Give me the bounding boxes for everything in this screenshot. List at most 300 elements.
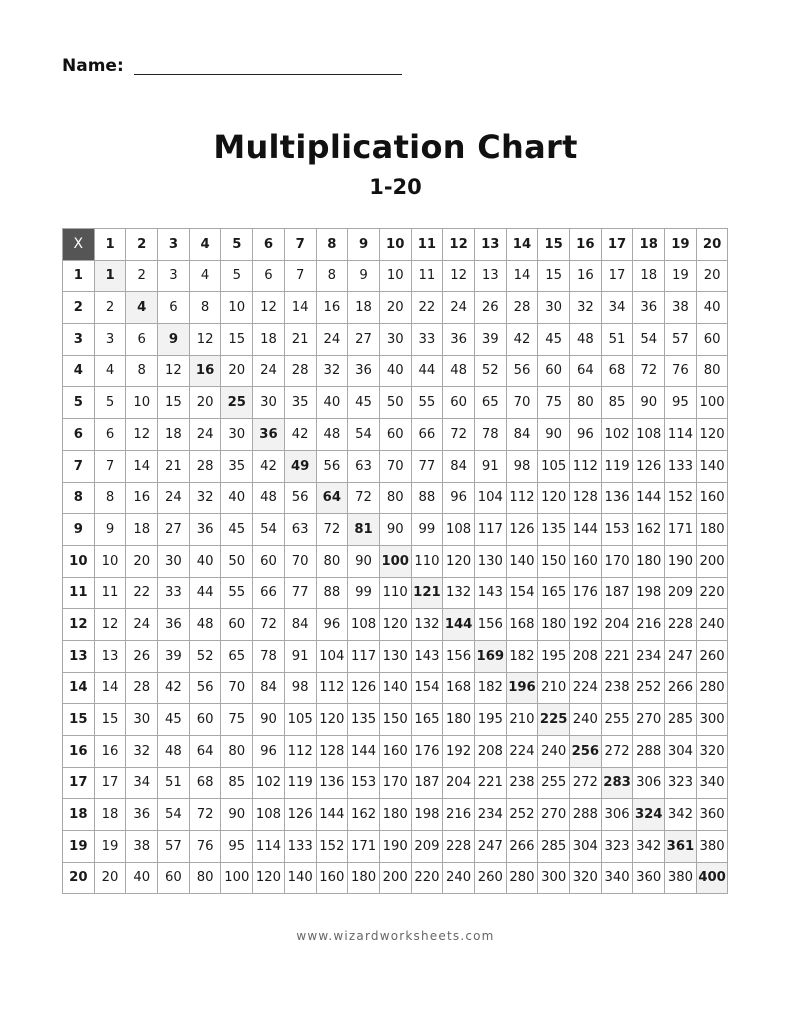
product-cell: 56 xyxy=(189,672,221,704)
product-cell: 91 xyxy=(284,640,316,672)
product-cell: 16 xyxy=(570,260,602,292)
product-cell: 224 xyxy=(506,736,538,768)
product-cell: 140 xyxy=(506,545,538,577)
row-header: 12 xyxy=(63,609,95,641)
product-cell: 45 xyxy=(538,324,570,356)
product-cell: 126 xyxy=(348,672,380,704)
product-cell: 50 xyxy=(221,545,253,577)
product-cell: 78 xyxy=(253,640,285,672)
row-header: 2 xyxy=(63,292,95,324)
product-cell: 255 xyxy=(601,704,633,736)
square-number-cell: 4 xyxy=(126,292,158,324)
product-cell: 180 xyxy=(538,609,570,641)
product-cell: 48 xyxy=(253,482,285,514)
product-cell: 128 xyxy=(570,482,602,514)
product-cell: 272 xyxy=(601,736,633,768)
product-cell: 56 xyxy=(284,482,316,514)
product-cell: 152 xyxy=(316,831,348,863)
product-cell: 192 xyxy=(570,609,602,641)
product-cell: 180 xyxy=(696,514,728,546)
product-cell: 176 xyxy=(570,577,602,609)
product-cell: 6 xyxy=(94,419,126,451)
product-cell: 39 xyxy=(474,324,506,356)
column-header: 17 xyxy=(601,229,633,261)
product-cell: 6 xyxy=(126,324,158,356)
row-header: 9 xyxy=(63,514,95,546)
product-cell: 247 xyxy=(665,640,697,672)
product-cell: 85 xyxy=(601,387,633,419)
product-cell: 380 xyxy=(696,831,728,863)
product-cell: 234 xyxy=(474,799,506,831)
product-cell: 133 xyxy=(284,831,316,863)
row-header: 6 xyxy=(63,419,95,451)
product-cell: 342 xyxy=(665,799,697,831)
row-header: 18 xyxy=(63,799,95,831)
product-cell: 156 xyxy=(474,609,506,641)
product-cell: 160 xyxy=(570,545,602,577)
product-cell: 320 xyxy=(696,736,728,768)
product-cell: 9 xyxy=(348,260,380,292)
column-header: 7 xyxy=(284,229,316,261)
product-cell: 8 xyxy=(316,260,348,292)
product-cell: 57 xyxy=(665,324,697,356)
product-cell: 216 xyxy=(443,799,475,831)
product-cell: 54 xyxy=(253,514,285,546)
row-header: 19 xyxy=(63,831,95,863)
product-cell: 30 xyxy=(538,292,570,324)
product-cell: 24 xyxy=(253,355,285,387)
product-cell: 153 xyxy=(601,514,633,546)
product-cell: 70 xyxy=(221,672,253,704)
product-cell: 208 xyxy=(474,736,506,768)
square-number-cell: 81 xyxy=(348,514,380,546)
product-cell: 104 xyxy=(474,482,506,514)
product-cell: 14 xyxy=(94,672,126,704)
table-row xyxy=(63,640,728,672)
product-cell: 204 xyxy=(601,609,633,641)
product-cell: 72 xyxy=(633,355,665,387)
page-subtitle: 1-20 xyxy=(369,175,422,199)
product-cell: 96 xyxy=(253,736,285,768)
product-cell: 84 xyxy=(506,419,538,451)
product-cell: 126 xyxy=(633,450,665,482)
product-cell: 260 xyxy=(696,640,728,672)
column-header: 15 xyxy=(538,229,570,261)
product-cell: 84 xyxy=(443,450,475,482)
product-cell: 2 xyxy=(94,292,126,324)
product-cell: 240 xyxy=(696,609,728,641)
product-cell: 192 xyxy=(443,736,475,768)
product-cell: 22 xyxy=(411,292,443,324)
product-cell: 168 xyxy=(506,609,538,641)
table-row xyxy=(63,862,728,894)
product-cell: 21 xyxy=(158,450,190,482)
row-header: 14 xyxy=(63,672,95,704)
product-cell: 8 xyxy=(189,292,221,324)
product-cell: 240 xyxy=(570,704,602,736)
product-cell: 72 xyxy=(253,609,285,641)
product-cell: 380 xyxy=(665,862,697,894)
table-row xyxy=(63,260,728,292)
product-cell: 13 xyxy=(474,260,506,292)
product-cell: 20 xyxy=(94,862,126,894)
product-cell: 28 xyxy=(126,672,158,704)
product-cell: 117 xyxy=(474,514,506,546)
product-cell: 204 xyxy=(443,767,475,799)
product-cell: 78 xyxy=(474,419,506,451)
product-cell: 133 xyxy=(665,450,697,482)
product-cell: 165 xyxy=(411,704,443,736)
product-cell: 72 xyxy=(443,419,475,451)
product-cell: 57 xyxy=(158,831,190,863)
product-cell: 240 xyxy=(443,862,475,894)
table-row xyxy=(63,355,728,387)
product-cell: 342 xyxy=(633,831,665,863)
product-cell: 4 xyxy=(94,355,126,387)
product-cell: 77 xyxy=(411,450,443,482)
product-cell: 80 xyxy=(316,545,348,577)
product-cell: 38 xyxy=(665,292,697,324)
product-cell: 221 xyxy=(474,767,506,799)
product-cell: 63 xyxy=(284,514,316,546)
product-cell: 247 xyxy=(474,831,506,863)
product-cell: 300 xyxy=(696,704,728,736)
square-number-cell: 400 xyxy=(696,862,728,894)
square-number-cell: 256 xyxy=(570,736,602,768)
product-cell: 80 xyxy=(221,736,253,768)
product-cell: 84 xyxy=(284,609,316,641)
product-cell: 18 xyxy=(126,514,158,546)
product-cell: 306 xyxy=(601,799,633,831)
product-cell: 90 xyxy=(221,799,253,831)
product-cell: 54 xyxy=(633,324,665,356)
product-cell: 48 xyxy=(158,736,190,768)
product-cell: 6 xyxy=(253,260,285,292)
product-cell: 30 xyxy=(379,324,411,356)
product-cell: 114 xyxy=(253,831,285,863)
product-cell: 60 xyxy=(696,324,728,356)
product-cell: 98 xyxy=(284,672,316,704)
product-cell: 55 xyxy=(411,387,443,419)
table-header-row xyxy=(63,229,728,261)
product-cell: 40 xyxy=(379,355,411,387)
square-number-cell: 361 xyxy=(665,831,697,863)
table-row xyxy=(63,577,728,609)
name-blank-line[interactable] xyxy=(134,74,402,75)
product-cell: 150 xyxy=(538,545,570,577)
column-header: 6 xyxy=(253,229,285,261)
product-cell: 63 xyxy=(348,450,380,482)
product-cell: 27 xyxy=(158,514,190,546)
product-cell: 3 xyxy=(158,260,190,292)
column-header: 2 xyxy=(126,229,158,261)
product-cell: 102 xyxy=(253,767,285,799)
product-cell: 3 xyxy=(94,324,126,356)
product-cell: 10 xyxy=(126,387,158,419)
product-cell: 162 xyxy=(633,514,665,546)
multiplication-table xyxy=(62,228,728,894)
product-cell: 17 xyxy=(601,260,633,292)
product-cell: 20 xyxy=(696,260,728,292)
website-footer: www.wizardworksheets.com xyxy=(296,929,495,943)
product-cell: 112 xyxy=(316,672,348,704)
product-cell: 120 xyxy=(379,609,411,641)
product-cell: 270 xyxy=(633,704,665,736)
table-row xyxy=(63,514,728,546)
product-cell: 170 xyxy=(379,767,411,799)
row-header: 4 xyxy=(63,355,95,387)
product-cell: 120 xyxy=(696,419,728,451)
product-cell: 8 xyxy=(94,482,126,514)
product-cell: 24 xyxy=(126,609,158,641)
product-cell: 208 xyxy=(570,640,602,672)
product-cell: 187 xyxy=(411,767,443,799)
product-cell: 12 xyxy=(189,324,221,356)
product-cell: 252 xyxy=(506,799,538,831)
product-cell: 72 xyxy=(189,799,221,831)
table-row xyxy=(63,450,728,482)
product-cell: 34 xyxy=(126,767,158,799)
product-cell: 24 xyxy=(158,482,190,514)
product-cell: 90 xyxy=(348,545,380,577)
product-cell: 15 xyxy=(221,324,253,356)
column-header: 16 xyxy=(570,229,602,261)
product-cell: 285 xyxy=(538,831,570,863)
row-header: 20 xyxy=(63,862,95,894)
product-cell: 221 xyxy=(601,640,633,672)
product-cell: 30 xyxy=(221,419,253,451)
product-cell: 12 xyxy=(94,609,126,641)
product-cell: 35 xyxy=(284,387,316,419)
product-cell: 99 xyxy=(411,514,443,546)
product-cell: 12 xyxy=(253,292,285,324)
product-cell: 170 xyxy=(601,545,633,577)
product-cell: 51 xyxy=(158,767,190,799)
product-cell: 128 xyxy=(316,736,348,768)
product-cell: 66 xyxy=(411,419,443,451)
product-cell: 144 xyxy=(316,799,348,831)
product-cell: 24 xyxy=(443,292,475,324)
product-cell: 150 xyxy=(379,704,411,736)
product-cell: 105 xyxy=(284,704,316,736)
product-cell: 136 xyxy=(316,767,348,799)
row-header: 13 xyxy=(63,640,95,672)
product-cell: 12 xyxy=(126,419,158,451)
product-cell: 160 xyxy=(696,482,728,514)
product-cell: 209 xyxy=(411,831,443,863)
product-cell: 99 xyxy=(348,577,380,609)
product-cell: 36 xyxy=(126,799,158,831)
product-cell: 260 xyxy=(474,862,506,894)
product-cell: 154 xyxy=(506,577,538,609)
product-cell: 54 xyxy=(348,419,380,451)
product-cell: 11 xyxy=(411,260,443,292)
product-cell: 323 xyxy=(665,767,697,799)
product-cell: 210 xyxy=(538,672,570,704)
product-cell: 36 xyxy=(633,292,665,324)
product-cell: 60 xyxy=(443,387,475,419)
product-cell: 17 xyxy=(94,767,126,799)
product-cell: 2 xyxy=(126,260,158,292)
product-cell: 135 xyxy=(348,704,380,736)
product-cell: 180 xyxy=(348,862,380,894)
product-cell: 50 xyxy=(379,387,411,419)
product-cell: 144 xyxy=(570,514,602,546)
product-cell: 119 xyxy=(284,767,316,799)
product-cell: 21 xyxy=(284,324,316,356)
product-cell: 216 xyxy=(633,609,665,641)
product-cell: 54 xyxy=(158,799,190,831)
row-header: 7 xyxy=(63,450,95,482)
product-cell: 52 xyxy=(474,355,506,387)
product-cell: 306 xyxy=(633,767,665,799)
table-row xyxy=(63,736,728,768)
square-number-cell: 9 xyxy=(158,324,190,356)
product-cell: 6 xyxy=(158,292,190,324)
table-row xyxy=(63,387,728,419)
product-cell: 75 xyxy=(221,704,253,736)
product-cell: 153 xyxy=(348,767,380,799)
product-cell: 105 xyxy=(538,450,570,482)
product-cell: 120 xyxy=(538,482,570,514)
product-cell: 220 xyxy=(696,577,728,609)
product-cell: 154 xyxy=(411,672,443,704)
product-cell: 15 xyxy=(94,704,126,736)
product-cell: 10 xyxy=(221,292,253,324)
product-cell: 26 xyxy=(126,640,158,672)
product-cell: 340 xyxy=(601,862,633,894)
product-cell: 51 xyxy=(601,324,633,356)
product-cell: 132 xyxy=(443,577,475,609)
product-cell: 190 xyxy=(379,831,411,863)
product-cell: 112 xyxy=(284,736,316,768)
product-cell: 28 xyxy=(506,292,538,324)
product-cell: 30 xyxy=(158,545,190,577)
product-cell: 280 xyxy=(506,862,538,894)
product-cell: 19 xyxy=(94,831,126,863)
product-cell: 84 xyxy=(253,672,285,704)
product-cell: 42 xyxy=(158,672,190,704)
product-cell: 120 xyxy=(253,862,285,894)
name-field-row xyxy=(62,55,402,77)
product-cell: 143 xyxy=(411,640,443,672)
product-cell: 96 xyxy=(570,419,602,451)
product-cell: 33 xyxy=(158,577,190,609)
product-cell: 26 xyxy=(474,292,506,324)
square-number-cell: 100 xyxy=(379,545,411,577)
product-cell: 24 xyxy=(316,324,348,356)
product-cell: 98 xyxy=(506,450,538,482)
product-cell: 110 xyxy=(379,577,411,609)
product-cell: 360 xyxy=(696,799,728,831)
product-cell: 20 xyxy=(221,355,253,387)
product-cell: 95 xyxy=(221,831,253,863)
product-cell: 119 xyxy=(601,450,633,482)
product-cell: 70 xyxy=(379,450,411,482)
product-cell: 112 xyxy=(570,450,602,482)
product-cell: 38 xyxy=(126,831,158,863)
product-cell: 120 xyxy=(443,545,475,577)
square-number-cell: 36 xyxy=(253,419,285,451)
row-header: 10 xyxy=(63,545,95,577)
table-row xyxy=(63,482,728,514)
page-title: Multiplication Chart xyxy=(213,128,578,166)
product-cell: 60 xyxy=(158,862,190,894)
product-cell: 19 xyxy=(665,260,697,292)
product-cell: 238 xyxy=(506,767,538,799)
product-cell: 270 xyxy=(538,799,570,831)
product-cell: 238 xyxy=(601,672,633,704)
product-cell: 60 xyxy=(253,545,285,577)
column-header: 3 xyxy=(158,229,190,261)
product-cell: 195 xyxy=(538,640,570,672)
product-cell: 10 xyxy=(94,545,126,577)
product-cell: 55 xyxy=(221,577,253,609)
product-cell: 110 xyxy=(411,545,443,577)
product-cell: 272 xyxy=(570,767,602,799)
product-cell: 112 xyxy=(506,482,538,514)
product-cell: 72 xyxy=(348,482,380,514)
product-cell: 180 xyxy=(379,799,411,831)
column-header: 4 xyxy=(189,229,221,261)
table-row xyxy=(63,767,728,799)
column-header: 8 xyxy=(316,229,348,261)
product-cell: 45 xyxy=(158,704,190,736)
product-cell: 120 xyxy=(316,704,348,736)
corner-x-cell: X xyxy=(63,229,95,261)
product-cell: 224 xyxy=(570,672,602,704)
product-cell: 16 xyxy=(94,736,126,768)
product-cell: 160 xyxy=(316,862,348,894)
product-cell: 288 xyxy=(633,736,665,768)
row-header: 16 xyxy=(63,736,95,768)
name-label: Name: xyxy=(62,56,124,76)
product-cell: 266 xyxy=(506,831,538,863)
product-cell: 36 xyxy=(348,355,380,387)
product-cell: 102 xyxy=(601,419,633,451)
square-number-cell: 121 xyxy=(411,577,443,609)
product-cell: 15 xyxy=(538,260,570,292)
product-cell: 91 xyxy=(474,450,506,482)
product-cell: 200 xyxy=(379,862,411,894)
product-cell: 132 xyxy=(411,609,443,641)
product-cell: 266 xyxy=(665,672,697,704)
product-cell: 42 xyxy=(506,324,538,356)
product-cell: 56 xyxy=(316,450,348,482)
product-cell: 280 xyxy=(696,672,728,704)
product-cell: 39 xyxy=(158,640,190,672)
table-row xyxy=(63,419,728,451)
column-header: 10 xyxy=(379,229,411,261)
product-cell: 36 xyxy=(189,514,221,546)
square-number-cell: 25 xyxy=(221,387,253,419)
table-row xyxy=(63,545,728,577)
product-cell: 108 xyxy=(348,609,380,641)
product-cell: 255 xyxy=(538,767,570,799)
product-cell: 143 xyxy=(474,577,506,609)
product-cell: 8 xyxy=(126,355,158,387)
square-number-cell: 49 xyxy=(284,450,316,482)
product-cell: 27 xyxy=(348,324,380,356)
product-cell: 198 xyxy=(411,799,443,831)
product-cell: 80 xyxy=(570,387,602,419)
column-header: 18 xyxy=(633,229,665,261)
product-cell: 5 xyxy=(94,387,126,419)
product-cell: 165 xyxy=(538,577,570,609)
product-cell: 40 xyxy=(126,862,158,894)
product-cell: 90 xyxy=(253,704,285,736)
product-cell: 65 xyxy=(474,387,506,419)
